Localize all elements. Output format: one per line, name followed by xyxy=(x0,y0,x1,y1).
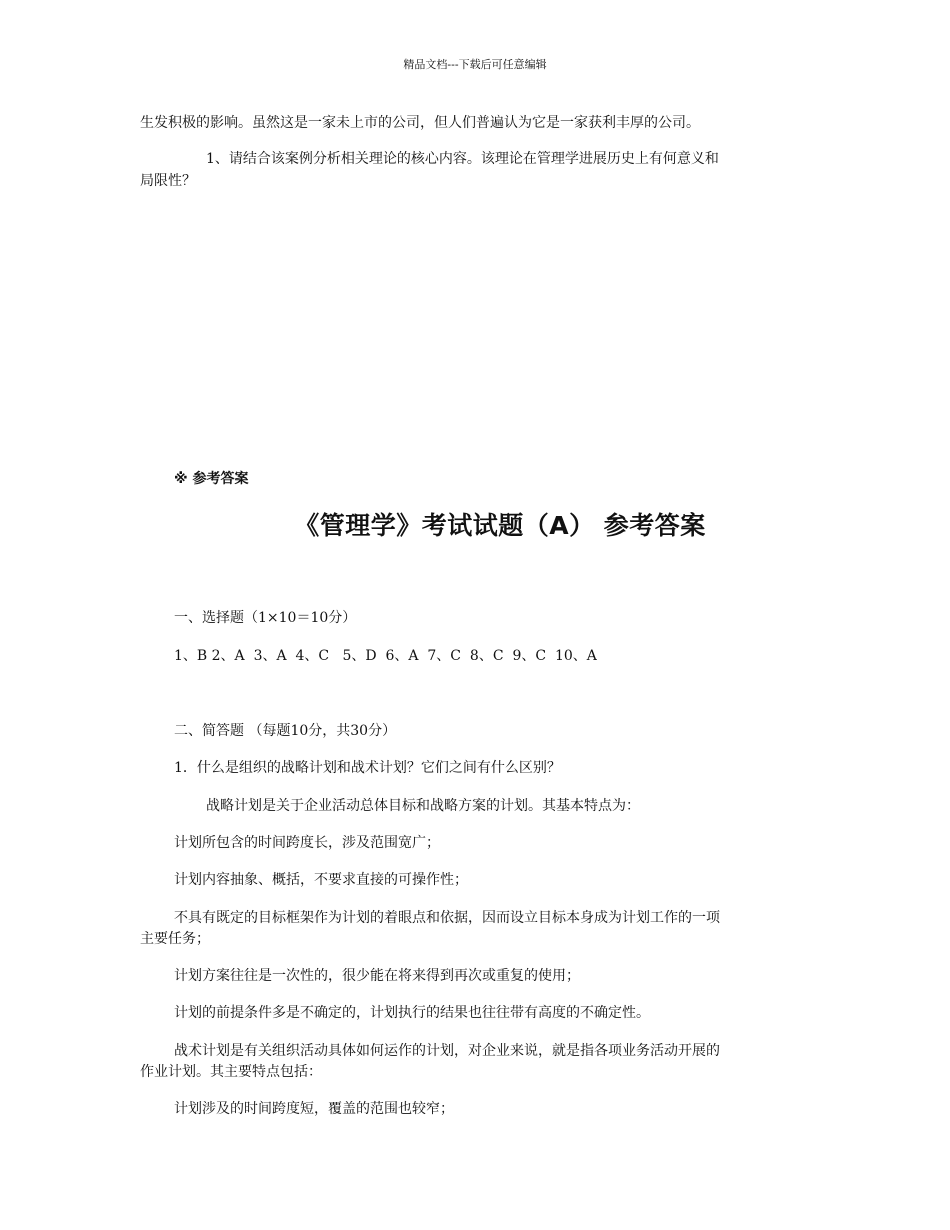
strategic-feature-5: 计划的前提条件多是不确定的，计划执行的结果也往往带有高度的不确定性。 xyxy=(174,1005,650,1021)
strategic-feature-1: 计划所包含的时间跨度长，涉及范围宽广； xyxy=(174,835,440,851)
part1-heading: 一、选择题（1×10＝10分） xyxy=(174,610,357,626)
page-title: 《管理学》考试试题（A） 参考答案 xyxy=(294,511,706,540)
strategic-feature-3-line2: 主要任务； xyxy=(140,931,210,947)
case-question-line2: 局限性？ xyxy=(140,173,196,189)
tactical-plan-intro-line2: 作业计划。其主要特点包括： xyxy=(140,1064,322,1080)
case-tail-text: 生发积极的影响。虽然这是一家未上市的公司，但人们普遍认为它是一家获利丰厚的公司。 xyxy=(140,115,700,131)
strategic-feature-2: 计划内容抽象、概括，不要求直接的可操作性； xyxy=(174,872,468,888)
case-question-line1: 1、请结合该案例分析相关理论的核心内容。该理论在管理学进展历史上有何意义和 xyxy=(206,151,719,167)
tactical-feature-1: 计划涉及的时间跨度短，覆盖的范围也较窄； xyxy=(174,1101,454,1117)
answer-section-label: ※ 参考答案 xyxy=(174,471,249,487)
page-header: 精品文档---下载后可任意编辑 xyxy=(403,58,547,71)
part1-answers: 1、B 2、A 3、A 4、C 5、D 6、A 7、C 8、C 9、C 10、A xyxy=(174,648,597,664)
question-1: 1．什么是组织的战略计划和战术计划？它们之间有什么区别？ xyxy=(174,760,561,776)
strategic-feature-3-line1: 不具有既定的目标框架作为计划的着眼点和依据，因而设立目标本身成为计划工作的一项 xyxy=(174,910,720,926)
strategic-feature-4: 计划方案往往是一次性的，很少能在将来得到再次或重复的使用； xyxy=(174,968,580,984)
tactical-plan-intro-line1: 战术计划是有关组织活动具体如何运作的计划，对企业来说，就是指各项业务活动开展的 xyxy=(174,1043,720,1059)
strategic-plan-intro: 战略计划是关于企业活动总体目标和战略方案的计划。其基本特点为： xyxy=(206,798,640,814)
part2-heading: 二、简答题 （每题10分，共30分） xyxy=(174,723,397,739)
